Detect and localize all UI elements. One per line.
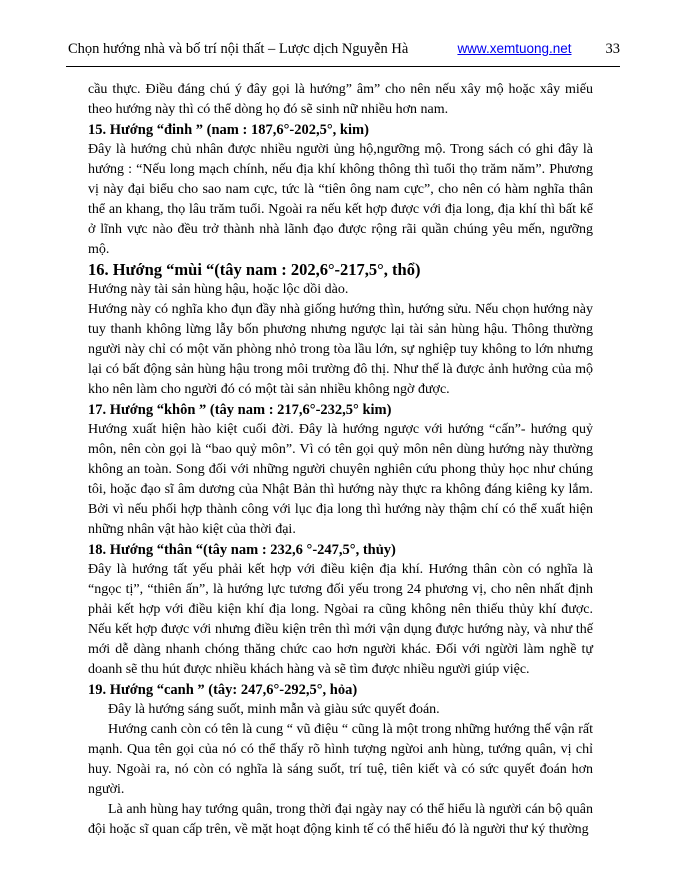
page-header	[68, 40, 620, 58]
section-18-paragraph: Đây là hướng tất yếu phải kết hợp với điều kiện địa khí. Hướng thân còn có nghĩa là “ngọc tị”, “thiên ấn”, là hướng lực tương đối yếu trong 24 phương vị, cho nên nhất định phải kết hợp với điều kiện khí địa long. Ngòai ra cũng không nên thiếu thủy khí được. Nếu kết hợp được với nhưng điều kiện trên thì mới vận dụng được hướng này, và như thế mới dễ dàng nhanh chóng thăng chức cao hơn người khác. Đối với ngừời làm nghề tự doanh sẽ thu hút được nhiều khách hàng và sẽ tìm được nhiều người giúp việc.	[88, 562, 593, 677]
paragraph-continuation: cầu thực. Điều đáng chú ý đây gọi là hướng” âm” cho nên nếu xây mộ hoặc xây miếu theo hướng này thì có thể dòng họ đó sẽ sinh nữ nhiều hơn nam.	[88, 82, 593, 117]
section-heading-16: 16. Hướng “mùi “(tây nam : 202,6°-217,5°, thổ)	[88, 260, 421, 279]
section-heading-18: 18. Hướng “thân “(tây nam : 232,6 °-247,5°, thủy)	[88, 542, 396, 558]
page-content	[88, 80, 593, 840]
header-rule	[66, 66, 620, 67]
section-15-paragraph: Đây là hướng chủ nhân được nhiều người ủng hộ,ngưỡng mộ. Trong sách có ghi đây là hướng : “Nếu long mạch chính, nếu địa khí không thông thì tuổi thọ trăm năm”. Phương vị này đại biểu cho sao nam cực, tức là “tiên ông nam cực”, cho nên có hàm nghĩa thân thể an khang, thọ lâu trăm tuổi. Ngoài ra nếu kết hợp được với địa long, địa khí thì bất kể ở lĩnh vực nào đều trở thành nhà lãnh đạo được rộng rãi quần chúng yêu mến, ngưỡng mộ.	[88, 142, 593, 257]
section-16-paragraph-1: Hướng này tài sản hùng hậu, hoặc lộc dồi dào.	[88, 282, 349, 297]
section-heading-19: 19. Hướng “canh ” (tây: 247,6°-292,5°, hỏa)	[88, 682, 358, 698]
section-heading-15: 15. Hướng “đinh ” (nam : 187,6°-202,5°, kim)	[88, 122, 369, 138]
section-19-paragraph-2: Hướng canh còn có tên là cung “ vũ điệu “ cũng là một trong những hướng thế vận rất mạnh. Qua tên gọi của nó có thể thấy rõ hình tượng ngừoi anh hùng, tướng quân, vị chỉ huy. Ngoài ra, nó còn có nghĩa là sáng suốt, trí tuệ, tiên kiết và có sức quyết đoán hơn người.	[88, 722, 593, 797]
section-19-paragraph-3: Là anh hùng hay tướng quân, trong thời đại ngày nay có thể hiểu là người cán bộ quân đội hoặc sĩ quan cấp trên, về mặt hoạt động kinh tế có thể hiểu đó là người thư ký thường	[88, 802, 593, 837]
section-16-paragraph-2: Hướng này có nghĩa kho đụn đầy nhà giống hướng thìn, hướng sửu. Nếu chọn hướng này tuy thanh không lừng lẫy bốn phương nhưng ngược lại tài sản hùng hậu. Thông thường người này chỉ có một văn phòng nhỏ trong tòa lầu lớn, sự nghiệp tuy không to lớn nhưng lại có bất động sản hùng hậu trong môi trường đô thị. Như thế là được ảnh hưởng của mộ kho nên làm cho người đó có một tài sản nhiều không ngờ được.	[88, 302, 593, 397]
header-title: Chọn hướng nhà và bố trí nội thất – Lược dịch Nguyễn Hà	[68, 41, 409, 57]
page-number: 33	[605, 41, 620, 57]
header-website-link[interactable]: www.xemtuong.net	[457, 41, 572, 56]
section-17-paragraph: Hướng xuất hiện hào kiệt cuối đời. Đây là hướng ngược với hướng “cấn”- hướng quỷ môn, nên còn gọi là “bao quỷ môn”. Vì có tên gọi quỷ môn nên dùng hướng này thường không an toàn. Song đối với những người chuyên nghiên cứu phong thủy học như chúng tôi, hoặc đạo sĩ âm dương của Nhật Bản thì hướng này thực ra không đáng kiêng ky lắm. Bởi vì nếu phối hợp thành công với lục địa long thì hướng này thậm chí có thể xuất hiện những nhân vật hào kiệt của thời đại.	[88, 422, 593, 537]
section-heading-17: 17. Hướng “khôn ” (tây nam : 217,6°-232,5° kim)	[88, 402, 392, 418]
section-19-paragraph-1: Đây là hướng sáng suốt, minh mẫn và giàu sức quyết đoán.	[108, 702, 440, 717]
